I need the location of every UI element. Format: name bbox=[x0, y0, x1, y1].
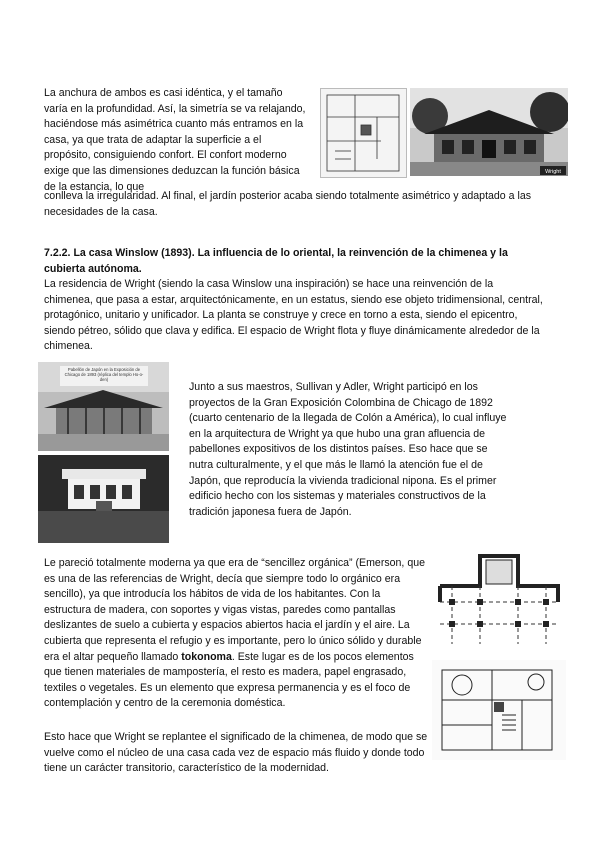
paragraph-chimney: La residencia de Wright (siendo la casa Winslow una inspiración) se hace una reinvención de la chimenea, que pasa a estar, arquitectónicamente, en un estatus, siendo ese objeto tridimensional, central, protagónico, unitario y unificador. La planta se construye y crece en torno a esta, siendo el epicentro, siendo pétreo, sólido que clava y edifica. El espacio de Wright flota y fluye dinámicamente alrededor de la chimenea. bbox=[44, 278, 543, 353]
section-heading: 7.2.2. La casa Winslow (1893). La influencia de lo oriental, la reinvención de la chimenea y la cubierta autónoma. bbox=[44, 247, 508, 275]
winslow-house-photo bbox=[410, 88, 568, 176]
photo-credit: Wright bbox=[545, 169, 561, 175]
paragraph-organic bbox=[44, 556, 428, 712]
paragraph-conclusion: Esto hace que Wright se replantee el significado de la chimenea, de modo que se vuelve como el núcleo de una casa cada vez de espacio más fluido y donde todo tiene un carácter transitorio, característico de la modernidad. bbox=[44, 731, 428, 775]
paragraph-organic-b: . Este lugar es de los pocos elementos que tienen materiales de mampostería, el resto es madera, papel engrasado, textiles o vegetales. Es un elemento que expresa permanencia y es el foco de contemplación y centro de la ceremonia doméstica. bbox=[44, 650, 414, 710]
photo-caption: Pabellón de Japón en la Exposición de Chicago de 1893 (réplica del templo Ho-o-den) bbox=[64, 367, 144, 382]
paragraph-organic-a: Le pareció totalmente moderna ya que era de “sencillez orgánica” (Emerson, que es una de las referencias de Wright, decía que siempre todo lo orgánico era sencillo), ya que introducía los hábitos de vida de los habitantes. Con la estructura de madera, con soportes y vigas vistas, paredes como pantallas deslizantes de suelo a cubierta y espacios abiertos hacia el jardín y el aire. La cubierta que representa el refugio y es importante, pero lo único sólido y durable era el altar pequeño llamado bbox=[44, 557, 425, 663]
paragraph-intro: La anchura de ambos es casi idéntica, y el tamaño varía en la profundidad. Así, la simetría se va relajando, haciéndose más asimétrica cuanto más entramos en la casa, ya que trata de adaptar la superficie a el propósito, consiguiendo confort. El confort moderno exige que las dimensiones deduzcan la función básica de la estancia, lo que bbox=[44, 87, 306, 193]
japanese-pavilion-photo bbox=[38, 362, 169, 451]
floor-plan-image-bottom bbox=[432, 660, 566, 760]
tokonoma-term: tokonoma bbox=[181, 650, 232, 663]
paragraph-exposition: Junto a sus maestros, Sullivan y Adler, Wright participó en los proyectos de la Gran Exposición Colombina de Chicago de 1892 (cuarto centenario de la llegada de Colón a América), lo cual influye en la arquitectura de Wright ya que hubo una gran afluencia de pabellones expositivos de los distintos países. Eso hace que se nutra culturalmente, y el que más le llamó la atención fue el de Japón, que reproducía la vivienda tradicional nipona. Es el primer edificio hecho con los sistemas y materiales constructivos de la tradición japonesa fuera de Japón. bbox=[189, 381, 507, 518]
paragraph-intro-cont: conlleva la irregularidad. Al final, el jardín posterior acaba siendo totalmente asimétrico y adaptado a las necesidades de la casa. bbox=[44, 190, 532, 218]
exposition-building-photo bbox=[38, 455, 169, 543]
house-plan-diagram bbox=[432, 546, 566, 650]
floor-plan-image-top bbox=[320, 88, 407, 178]
